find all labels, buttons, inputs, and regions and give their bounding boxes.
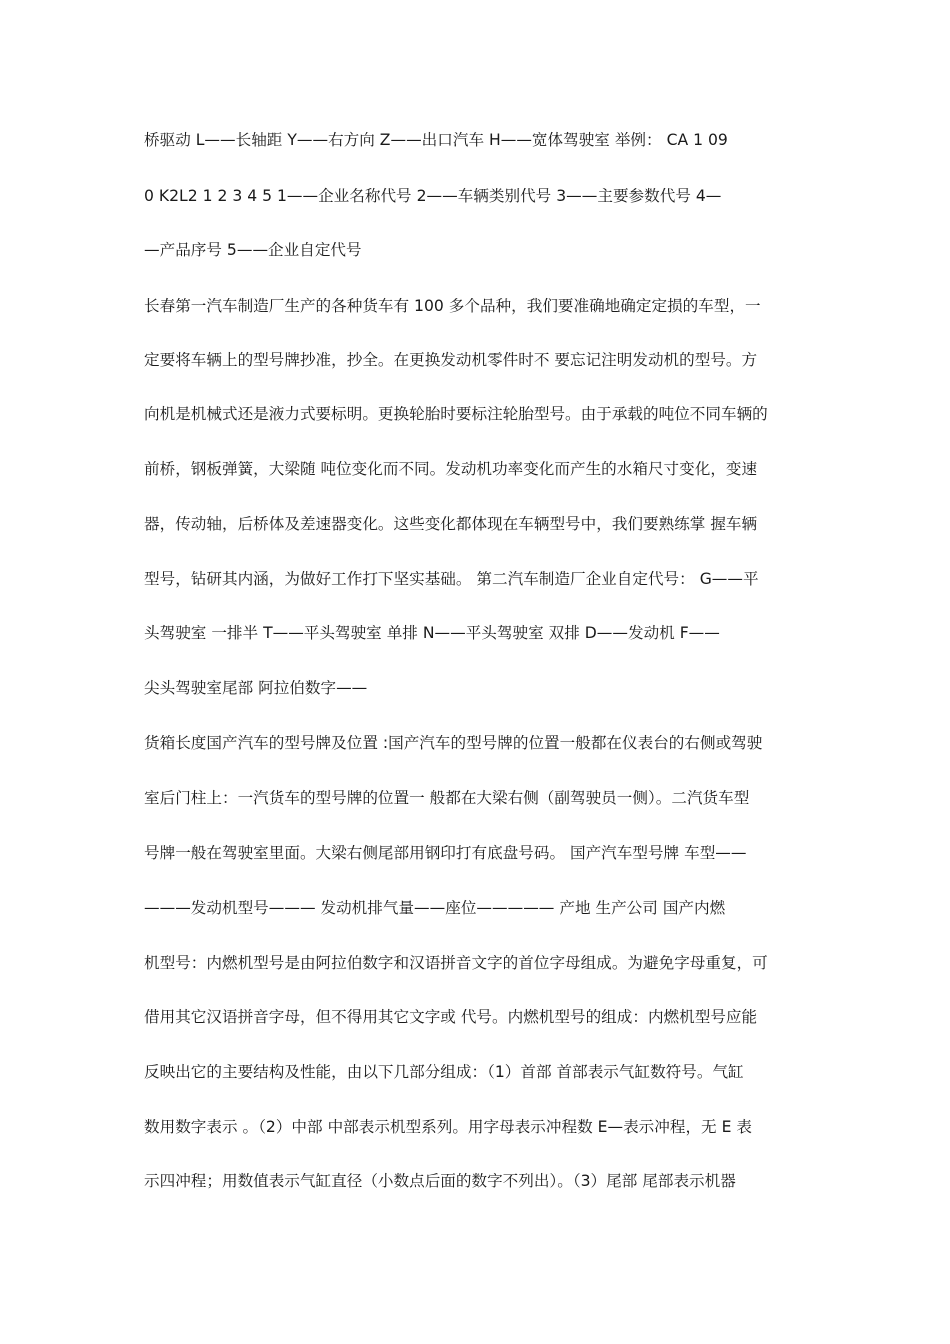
text-line: 示四冲程；用数值表示气缸直径（小数点后面的数字不列出）。（3）尾部 尾部表示机器 bbox=[144, 1172, 736, 1190]
text-line: 向机是机械式还是液力式要标明。更换轮胎时要标注轮胎型号。由于承载的吨位不同车辆的 bbox=[144, 405, 768, 423]
text-line: 0 K2L2 1 2 3 4 5 1——企业名称代号 2——车辆类别代号 3——主要参数代号 4— bbox=[144, 187, 722, 205]
text-line: 室后门柱上：一汽货车的型号牌的位置一 般都在大梁右侧（副驾驶员一侧）。二汽货车型 bbox=[144, 789, 750, 807]
text-line: 头驾驶室 一排半 T——平头驾驶室 单排 N——平头驾驶室 双排 D——发动机 F—— bbox=[144, 624, 720, 642]
text-line: 长春第一汽车制造厂生产的各种货车有 100 多个品种，我们要准确地确定定损的车型，一 bbox=[144, 297, 761, 315]
text-line: 借用其它汉语拼音字母，但不得用其它文字或 代号。内燃机型号的组成：内燃机型号应能 bbox=[144, 1008, 758, 1026]
text-line: 器，传动轴，后桥体及差速器变化。这些变化都体现在车辆型号中，我们要熟练掌 握车辆 bbox=[144, 515, 758, 533]
text-line: 机型号：内燃机型号是由阿拉伯数字和汉语拼音文字的首位字母组成。为避免字母重复，可 bbox=[144, 954, 768, 972]
text-line: 定要将车辆上的型号牌抄准，抄全。在更换发动机零件时不 要忘记注明发动机的型号。方 bbox=[144, 351, 758, 369]
text-line: 反映出它的主要结构及性能，由以下几部分组成：（1）首部 首部表示气缸数符号。气缸 bbox=[144, 1063, 744, 1081]
text-line: 尖头驾驶室尾部 阿拉伯数字—— bbox=[144, 679, 368, 697]
text-line: —产品序号 5——企业自定代号 bbox=[144, 241, 362, 259]
text-line: 前桥，钢板弹簧，大梁随 吨位变化而不同。发动机功率变化而产生的水箱尺寸变化，变速 bbox=[144, 460, 758, 478]
text-line: 数用数字表示 。（2）中部 中部表示机型系列。用字母表示冲程数 E—表示冲程，无 E 表 bbox=[144, 1118, 752, 1136]
text-line: ———发动机型号——— 发动机排气量——座位————— 产地 生产公司 国产内燃 bbox=[144, 899, 726, 917]
text-line: 货箱长度国产汽车的型号牌及位置 :国产汽车的型号牌的位置一般都在仪表台的右侧或驾驶 bbox=[144, 734, 763, 752]
text-line: 型号，钻研其内涵，为做好工作打下坚实基础。 第二汽车制造厂企业自定代号： G——平 bbox=[144, 570, 759, 588]
text-line: 桥驱动 L——长轴距 Y——右方向 Z——出口汽车 H——宽体驾驶室 举例： CA 1 09 bbox=[144, 131, 728, 149]
text-line: 号牌一般在驾驶室里面。大梁右侧尾部用钢印打有底盘号码。 国产汽车型号牌 车型—— bbox=[144, 844, 747, 862]
